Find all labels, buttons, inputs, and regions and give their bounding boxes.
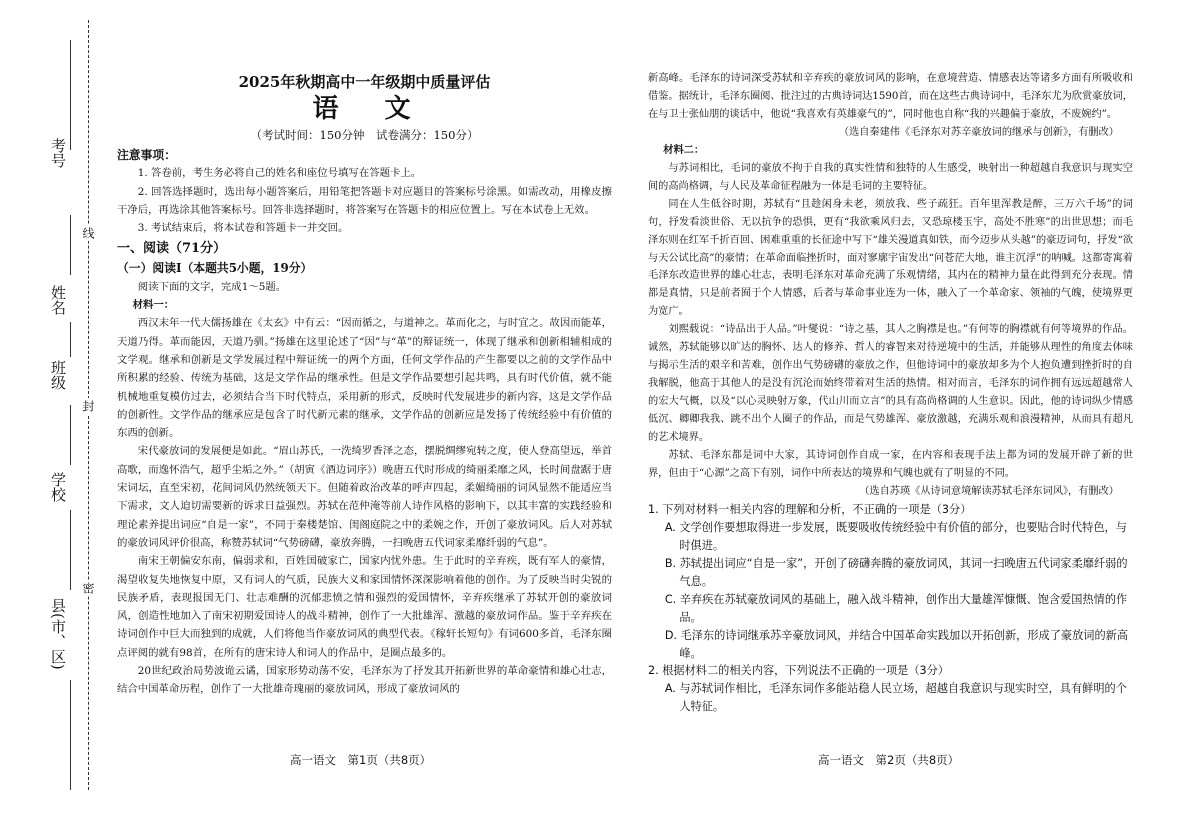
bottom-line — [70, 680, 71, 790]
section-heading: 一、阅读（71分） — [117, 241, 227, 257]
question-1-option-a: A. 文学创作要想取得进一步发展，既要吸收传统经验中有价值的部分，也要贴合时代特色，与时俱进。 — [664, 520, 1127, 552]
seal-char-mi: 密 — [81, 582, 95, 594]
kaohao-line — [70, 40, 71, 150]
exam-page-2 — [648, 70, 1133, 716]
notice-item: 2. 回答选择题时，选出每小题答案后，用铅笔把答题卡对应题目的答案标号涂黑。如需改动，用橡皮擦干净后，再选涂其他答案标号。回答非选择题时，将答案写在答题卡的相应位置上。写在本试卷上无效。 — [117, 185, 612, 216]
notice-title: 注意事项： — [117, 148, 176, 162]
question-1: 1. 下列对材料一相关内容的理解和分析，不正确的一项是（3分） — [648, 502, 972, 516]
question-1-option-d: D. 毛泽东的诗词继承苏辛豪放词风，并结合中国革命实践加以开拓创新，形成了豪放词的新高峰。 — [664, 628, 1129, 660]
kaohao-label: 考号 — [49, 138, 67, 168]
material-2-paragraph: 与苏词相比，毛词的豪放不拘于自我的真实性情和独特的人生感受，映射出一种超越自我意识与现实空间的高尚格调，与人民及革命征程融为一体是毛词的主要特征。 — [648, 162, 1133, 192]
material-1-paragraph: 南宋王朝偏安东南，偏弱求和，百姓国破家亡，国家内忧外患。生于此时的辛弃疾，既有军人的豪情，渴望收复失地恢复中原，又有词人的气质，民族大义和家国情怀深深影响着他的创作。为了反映当时尖锐的民族矛盾，表现报国无门、壮志难酬的沉郁悲愤之情和强烈的爱国情怀，辛弃疾继承了苏轼开创的豪放词风，创造性地加入了南宋初期爱国诗人的战斗精神，创作了一大批雄浑、激越的豪放词作品。鉴于辛弃疾在诗词创作中巨大而独到的成就，人们将他当作豪放词风的典型代表。《稼轩长短句》有词600多首，毛泽东圈点评阅的就有98首，在所有的唐宋诗人和词人的作品中，是圈点最多的。 — [117, 555, 612, 659]
banji-line — [70, 322, 71, 357]
seal-char-feng: 封 — [81, 400, 95, 412]
material-1-continuation: 新高峰。毛泽东的诗词深受苏轼和辛弃疾的豪放词风的影响，在意境营造、情感表达等诸多方面有所吸收和借鉴。据统计，毛泽东圈阅、批注过的古典诗词达1590首，而在这些古典诗词中，毛泽东尤为欣赏豪放词，在与卫士张仙朋的谈话中，他说“我喜欢有英雄豪气的”，同时他也自称“我的兴趣偏于豪放，不废婉约”。 — [648, 73, 1133, 120]
notice-item: 1. 答卷前，考生务必将自己的姓名和座位号填写在答题卡上。 — [137, 167, 422, 180]
xuexiao-label: 学校 — [49, 472, 67, 502]
question-2-option-a: A. 与苏轼词作相比，毛泽东词作多能站稳人民立场，超越自我意识与现实时空，具有鲜明的个人特征。 — [664, 682, 1127, 714]
page-1-footer: 高一语文 第1页（共8页） — [290, 753, 432, 767]
instruction: 阅读下面的文字，完成1～5题。 — [137, 280, 287, 293]
source-citation-1: （选自秦建伟《毛泽东对苏辛豪放词的继承与创新》，有删改） — [838, 126, 1119, 138]
question-1-option-b: B. 苏轼提出词应“自是一家”，开创了磅礴奔腾的豪放词风，其词一扫晚唐五代词家柔靡纤弱的气息。 — [664, 556, 1128, 588]
xian-label: 县(市、区) — [49, 598, 67, 670]
xuexiao-line — [70, 405, 71, 465]
seal-char-xian: 线 — [81, 227, 95, 239]
question-2: 2. 根据材料二的相关内容，下列说法不正确的一项是（3分） — [648, 664, 950, 678]
subject-title: 语文 — [312, 94, 457, 124]
material-1-label: 材料一： — [132, 299, 175, 312]
material-1-paragraph: 20世纪政治局势波诡云谲，国家形势动荡不安，毛泽东为了抒发其开拓新世界的革命豪情和雄心壮志，结合中国革命历程，创作了一大批雄奇瑰丽的豪放词风，形成了豪放词风的 — [117, 665, 612, 696]
subsection-heading: （一）阅读Ⅰ（本题共5小题，19分） — [117, 261, 313, 276]
notice-item: 3. 考试结束后，将本试卷和答题卡一并交回。 — [137, 222, 349, 235]
page-2-footer: 高一语文 第2页（共8页） — [818, 753, 960, 767]
exam-title: 2025年秋期高中一年级期中质量评估 — [238, 73, 491, 91]
question-1-option-c: C. 辛弃疾在苏轼豪放词风的基础上，融入战斗精神，创作出大量雄浑慷慨、饱含爱国热情的作品。 — [664, 592, 1128, 624]
material-2-paragraph: 同在人生低谷时期，苏轼有“且趁闲身未老，须放我、些子疏狂。百年里浑教是醉，三万六千场”的词句，抒发看淡世俗、无以抗争的恐惧，更有“我欲乘风归去，又恐琼楼玉宇，高处不胜寒”的出世思想；而毛泽东则在红军千折百回、困难重重的长征途中写下“雄关漫道真如铁，而今迈步从头越”的豪迈词句，抒发“欲与天公试比高”的豪情；在革命面临挫折时，面对寥廓宇宙发出“问苍茫大地，谁主沉浮”的呐喊。这都寄寓着毛泽东改造世界的雄心壮志，表明毛泽东对革命充满了乐观情绪，其内在的精神力量在此得到充分表现。情都是真情，只是前者囿于个人情感，后者与革命事业连为一体，融入了一个革命家、领袖的气魄，使境界更为宽广。 — [648, 198, 1133, 318]
banji-label: 班级 — [49, 360, 67, 390]
material-2-paragraph: 苏轼、毛泽东都是词中大家，其诗词创作自成一家，在内容和表现手法上都为词的发展开辟了新的世界，但由于“心源”之高下有别，词作中所表达的境界和气魄也就有了明显的不同。 — [648, 450, 1133, 479]
material-1-paragraph: 宋代豪放词的发展便是如此。“眉山苏氏，一洗绮罗香泽之态，摆脱绸缪宛转之度，使人登高望远，举首高歌，而逸怀浩气，超乎尘垢之外。”（胡寅《酒边词序》）晚唐五代时形成的绮丽柔靡之风，长时间盘踞于唐宋词坛，直至宋初，花间词风仍然统领天下。但随着政治改革的呼声四起，柔媚绮丽的词风显然不能适应当下需求，文人迫切需要新的诉求日益强烈。苏轼在范仲淹等前人诗作风格的影响下，以其丰富的实践经验和理论素养提出词应“自是一家”，不同于秦楼楚馆、闺阁庭院之中的柔婉之作，开创了豪放词风。后人对苏轼的豪放词风评价很高，称赞苏轼词“气势磅礴，豪放奔腾，一扫晚唐五代词家柔靡纤弱的气息”。 — [117, 445, 612, 549]
exam-meta: （考试时间：150分钟 试卷满分：150分） — [250, 128, 479, 142]
xingming-label: 姓名 — [49, 285, 67, 315]
binding-margin — [0, 0, 100, 814]
material-2-paragraph: 刘熙载说：“诗品出于人品。”叶燮说：“诗之基，其人之胸襟是也。”有何等的胸襟就有何等境界的作品。诚然，苏轼能够以旷达的胸怀、达人的修养、哲人的睿智来对待逆境中的生活，并能够从理性的角度去体味与揭示生活的艰辛和苦难，创作出气势磅礴的豪放之作，但他诗词中的豪放却多为个人抱负遭到挫折时的自我解脱，他高于其他人的是没有沉沦而始终带着对生活的热情。相对而言，毛泽东的词作拥有远远超越常人的宏大气概，以及“以心灵映射万象，代山川而立言”的具有高尚格调的人生意识。因此，他的诗词纵少情感低沉、卿卿我我、跳不出个人圈子的作品，而是气势雄浑、豪放激越，充满乐观和浪漫精神，从而具有超凡的艺术境界。 — [648, 324, 1133, 444]
exam-page-1 — [117, 70, 612, 699]
xingming-line — [70, 215, 71, 275]
source-citation-2: （选自苏瑛《从诗词意境解读苏轼毛泽东词风》，有删改） — [859, 485, 1119, 497]
material-1-paragraph: 西汉末年一代大儒扬雄在《太玄》中有云：“因而循之，与道神之。革而化之，与时宜之。故因而能革，天道乃得。革而能因，天道乃驯。”扬雄在这里论述了“因”与“革”的辩证统一，体现了继承和创新相辅相成的文学观。继承和创新是文学发展过程中辩证统一的两个方面，任何文学作品的产生都要以之前的文学作品中所积累的经验、传统为基础，这是文学作品的继承性。但是文学作品要想引起共鸣，具有时代价值，就不能机械地重复模仿过去，必须结合当下时代特点，采用新的形式，反映时代发展进步的新内容，这是文学作品的创新性。文学作品的继承应是包含了时代新元素的继承，文学作品的创新应是发扬了传统经验中有价值的东西的创新。 — [117, 317, 612, 440]
material-2-label: 材料二： — [663, 143, 705, 156]
xian-line — [70, 510, 71, 590]
